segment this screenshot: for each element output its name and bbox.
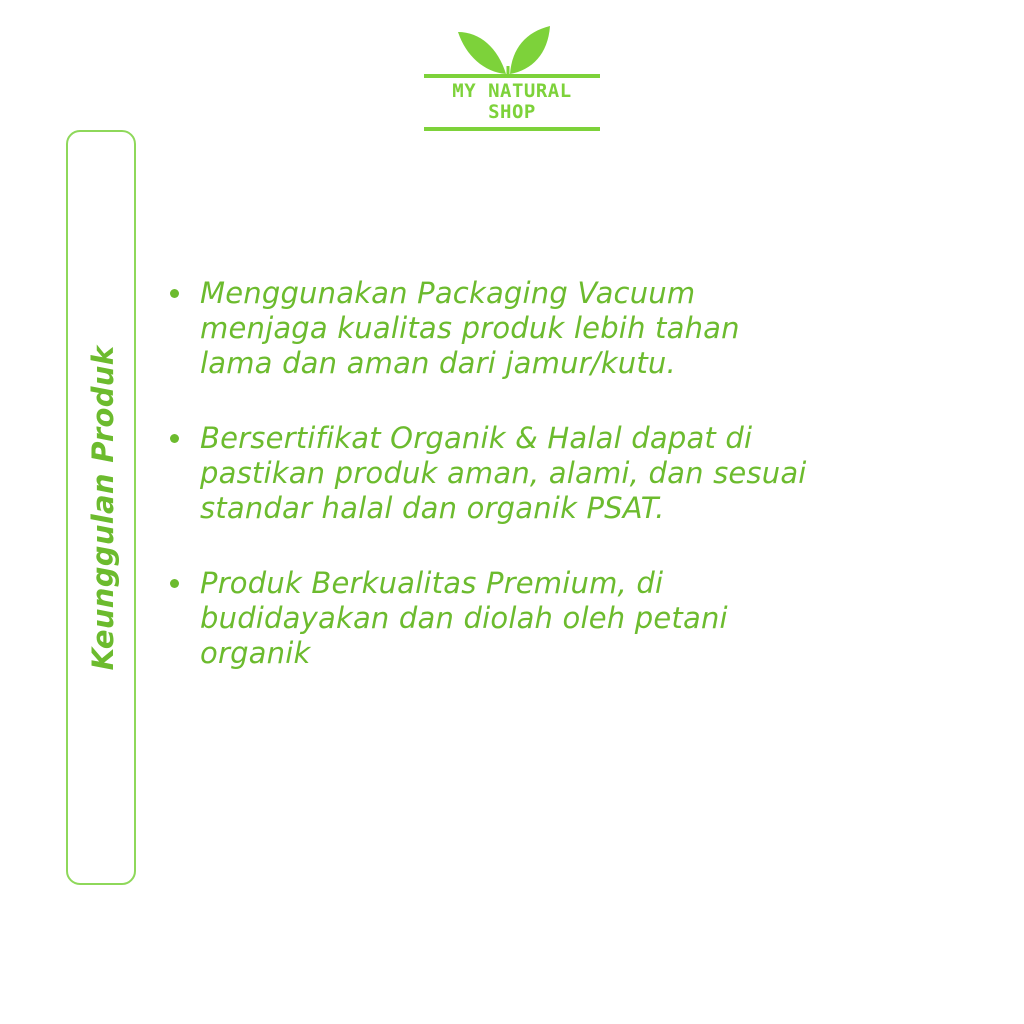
- bullet-dot: [170, 434, 179, 443]
- feature-line: budidayakan dan diolah oleh petani: [200, 601, 728, 635]
- brand-logo: [424, 26, 600, 132]
- feature-line: menjaga kualitas produk lebih tahan: [200, 311, 740, 345]
- side-tag-label: Keunggulan Produk: [86, 345, 120, 671]
- feature-line: lama dan aman dari jamur/kutu.: [200, 346, 676, 380]
- feature-list: [200, 276, 990, 711]
- feature-item: [200, 421, 990, 526]
- feature-line: standar halal dan organik PSAT.: [200, 491, 665, 525]
- feature-line: organik: [200, 636, 311, 670]
- feature-line: Bersertifikat Organik & Halal dapat di: [200, 421, 753, 455]
- feature-line: Menggunakan Packaging Vacuum: [200, 276, 696, 310]
- logo-top-line: [424, 74, 600, 78]
- brand-name-line1: MY NATURAL: [452, 80, 572, 102]
- feature-item: [200, 276, 990, 381]
- feature-item: [200, 566, 990, 671]
- brand-name: [424, 81, 600, 123]
- feature-line: Produk Berkualitas Premium, di: [200, 566, 664, 600]
- brand-name-line2: SHOP: [488, 101, 536, 123]
- bullet-dot: [170, 579, 179, 588]
- feature-line: pastikan produk aman, alami, dan sesuai: [200, 456, 807, 490]
- leaf-icon: [458, 26, 554, 76]
- logo-bottom-line: [424, 127, 600, 131]
- bullet-dot: [170, 289, 179, 298]
